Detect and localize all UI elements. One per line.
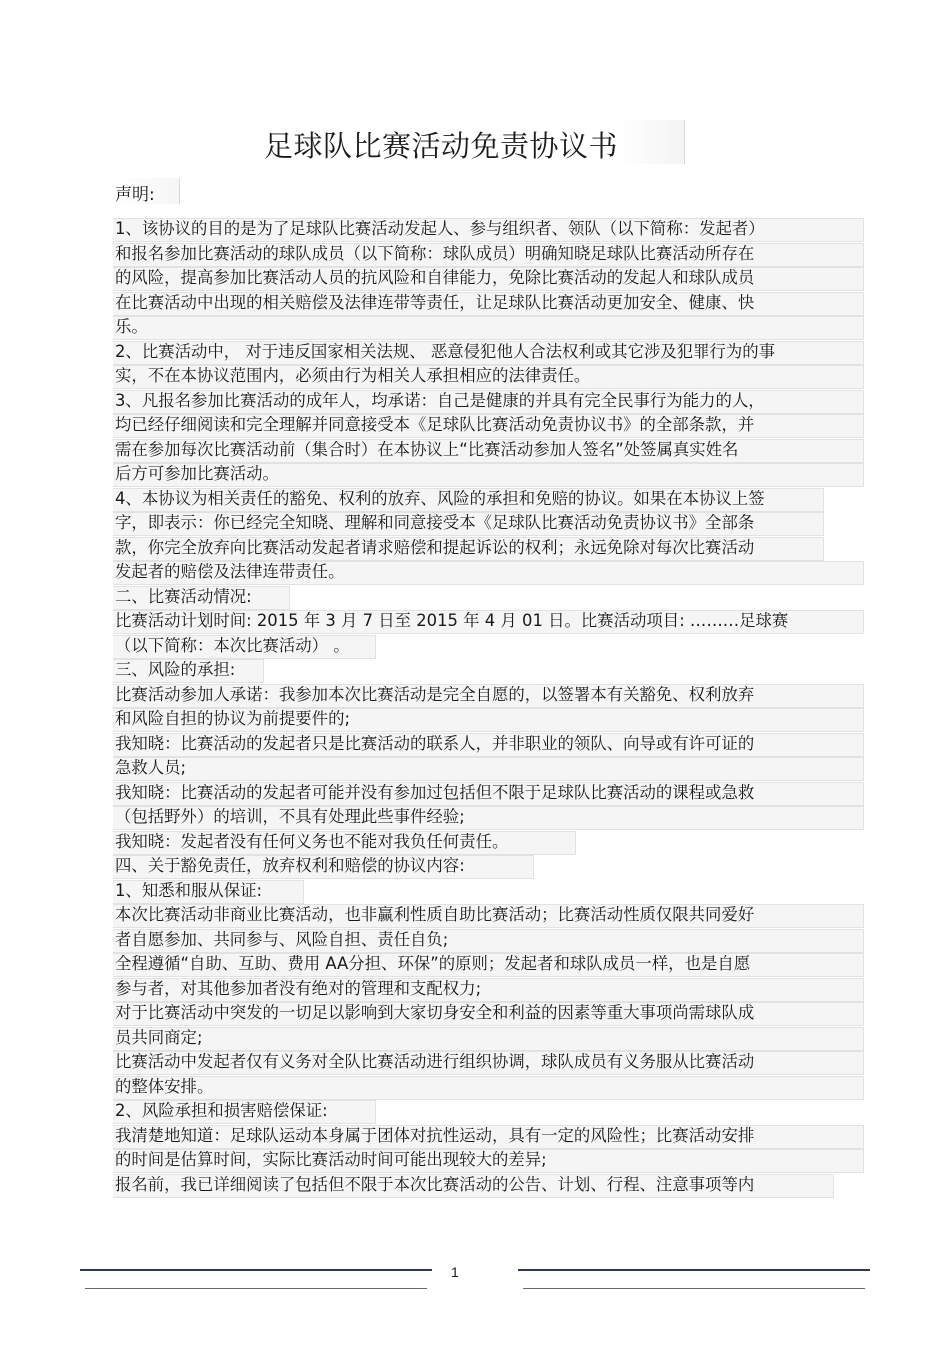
page-footer (0, 1258, 950, 1298)
line-text: 和风险自担的协议为前提要件的; (115, 709, 350, 728)
text-line (115, 952, 865, 977)
footer-rule-right (518, 1269, 870, 1271)
text-line (115, 707, 865, 732)
document-title: 足球队比赛活动免责协议书 (264, 129, 619, 163)
line-text: 均已经仔细阅读和完全理解并同意接受本《足球队比赛活动免责协议书》的全部条款，并 (115, 415, 755, 434)
text-line (115, 683, 865, 708)
line-text: 对于比赛活动中突发的一切足以影响到大家切身安全和利益的因素等重大事项尚需球队成 (115, 1003, 755, 1022)
line-text: 急救人员; (115, 758, 187, 777)
text-line (115, 830, 865, 855)
text-line (115, 854, 865, 879)
text-line (115, 1124, 865, 1149)
line-text: 员共同商定; (115, 1027, 203, 1047)
text-line (115, 1148, 865, 1173)
line-text: 2、比赛活动中， 对于违反国家相关法规、 恶意侵犯他人合法权利或其它涉及犯罪行为的事 (115, 341, 776, 361)
line-text: 比赛活动中发起者仅有义务对全队比赛活动进行组织协调，球队成员有义务服从比赛活动 (115, 1052, 755, 1071)
line-text: 我知晓：发起者没有任何义务也不能对我负任何责任。 (115, 831, 509, 851)
text-line (115, 315, 865, 340)
line-text: 参与者，对其他参加者没有绝对的管理和支配权力; (115, 978, 482, 998)
text-line (115, 560, 865, 585)
line-text: 我知晓：比赛活动的发起者可能并没有参加过包括但不限于足球队比赛活动的课程或急救 (115, 782, 755, 802)
line-text: （以下简称：本次比赛活动） 。 (115, 635, 350, 655)
text-line (115, 756, 865, 781)
line-text: 比赛活动参加人承诺：我参加本次比赛活动是完全自愿的，以签署本有关豁免、权利放弃 (115, 684, 755, 704)
text-line (115, 879, 865, 904)
text-line (115, 536, 865, 561)
line-text: 的时间是估算时间，实际比赛活动时间可能出现较大的差异; (115, 1150, 547, 1169)
statement-label: 声明: (115, 185, 155, 205)
text-line (115, 585, 865, 610)
line-text: 者自愿参加、共同参与、风险自担、责任自负; (115, 929, 449, 949)
text-line (115, 903, 865, 928)
line-text: 我知晓：比赛活动的发起者只是比赛活动的联系人，并非职业的领队、向导或有许可证的 (115, 733, 755, 753)
text-line (115, 977, 865, 1002)
line-text: 的风险，提高参加比赛活动人员的抗风险和自律能力，免除比赛活动的发起人和球队成员 (115, 268, 755, 287)
text-line (115, 1026, 865, 1051)
line-text: 全程遵循“自助、互助、费用 AA分担、环保”的原则；发起者和球队成员一样，也是自愿 (115, 954, 751, 973)
text-line (115, 1075, 865, 1100)
text-line (115, 413, 865, 438)
text-line (115, 462, 865, 487)
text-line (115, 511, 865, 536)
text-line (115, 438, 865, 463)
text-line (115, 609, 865, 634)
line-highlight (113, 1027, 864, 1051)
line-text: 报名前，我已详细阅读了包括但不限于本次比赛活动的公告、计划、行程、注意事项等内 (115, 1174, 755, 1194)
line-text: 本次比赛活动非商业比赛活动，也非赢利性质自助比赛活动；比赛活动性质仅限共同爱好 (115, 905, 755, 924)
line-text: 和报名参加比赛活动的球队成员（以下简称：球队成员）明确知晓足球队比赛活动所存在 (115, 243, 755, 263)
line-text: 1、知悉和服从保证: (115, 880, 263, 900)
text-line (115, 242, 865, 267)
line-highlight (113, 1076, 864, 1100)
text-line (115, 805, 865, 830)
line-text: 四、关于豁免责任，放弃权利和赔偿的协议内容: (115, 856, 465, 875)
line-text: 比赛活动计划时间: 2015 年 3 月 7 日至 2015 年 4 月 01 日。比赛活动项目: ………足球赛 (115, 611, 789, 630)
line-text: 1、该协议的目的是为了足球队比赛活动发起人、参与组织者、领队（以下简称：发起者） (115, 219, 765, 238)
text-line (115, 1099, 865, 1124)
line-highlight (113, 316, 864, 340)
footer-rule-left (80, 1269, 432, 1271)
text-line (115, 634, 865, 659)
line-text: 实，不在本协议范围内，必须由行为相关人承担相应的法律责任。 (115, 366, 591, 385)
text-line (115, 266, 865, 291)
text-line (115, 732, 865, 757)
line-text: 需在参加每次比赛活动前（集合时）在本协议上“比赛活动参加人签名”处签属真实姓名 (115, 439, 739, 459)
line-text: 字，即表示：你已经完全知晓、理解和同意接受本《足球队比赛活动免责协议书》全部条 (115, 513, 755, 532)
text-line (115, 291, 865, 316)
line-text: 三、风险的承担: (115, 660, 236, 679)
text-line (115, 781, 865, 806)
footer-rule-right-under (523, 1288, 865, 1289)
line-text: 2、风险承担和损害赔偿保证: (115, 1101, 328, 1120)
text-line (115, 487, 865, 512)
line-text: 4、本协议为相关责任的豁免、权利的放弃、风险的承担和免赔的协议。如果在本协议上签 (115, 488, 765, 508)
line-text: 3、凡报名参加比赛活动的成年人，均承诺：自己是健康的并具有完全民事行为能力的人， (115, 390, 765, 410)
line-text: 在比赛活动中出现的相关赔偿及法律连带等责任，让足球队比赛活动更加安全、健康、快 (115, 292, 755, 312)
line-text: 后方可参加比赛活动。 (115, 464, 279, 483)
text-line (115, 1173, 865, 1198)
document-body (115, 217, 865, 1197)
text-line (115, 1001, 865, 1026)
text-line (115, 389, 865, 414)
text-line (115, 928, 865, 953)
text-line (115, 340, 865, 365)
line-text: 发起者的赔偿及法律连带责任。 (115, 562, 345, 581)
line-text: 二、比赛活动情况: (115, 586, 252, 606)
text-line (115, 217, 865, 242)
page-number: 1 (451, 1264, 459, 1280)
line-text: 款，你完全放弃向比赛活动发起者请求赔偿和提起诉讼的权利；永远免除对每次比赛活动 (115, 537, 755, 557)
line-text: （包括野外）的培训，不具有处理此些事件经验; (115, 807, 465, 826)
text-line (115, 1050, 865, 1075)
text-line (115, 364, 865, 389)
footer-rule-left-under (85, 1288, 427, 1289)
line-text: 乐。 (115, 317, 148, 336)
line-text: 的整体安排。 (115, 1076, 214, 1096)
line-text: 我清楚地知道：足球队运动本身属于团体对抗性运动，具有一定的风险性；比赛活动安排 (115, 1125, 755, 1145)
text-line (115, 658, 865, 683)
line-highlight (113, 757, 864, 781)
